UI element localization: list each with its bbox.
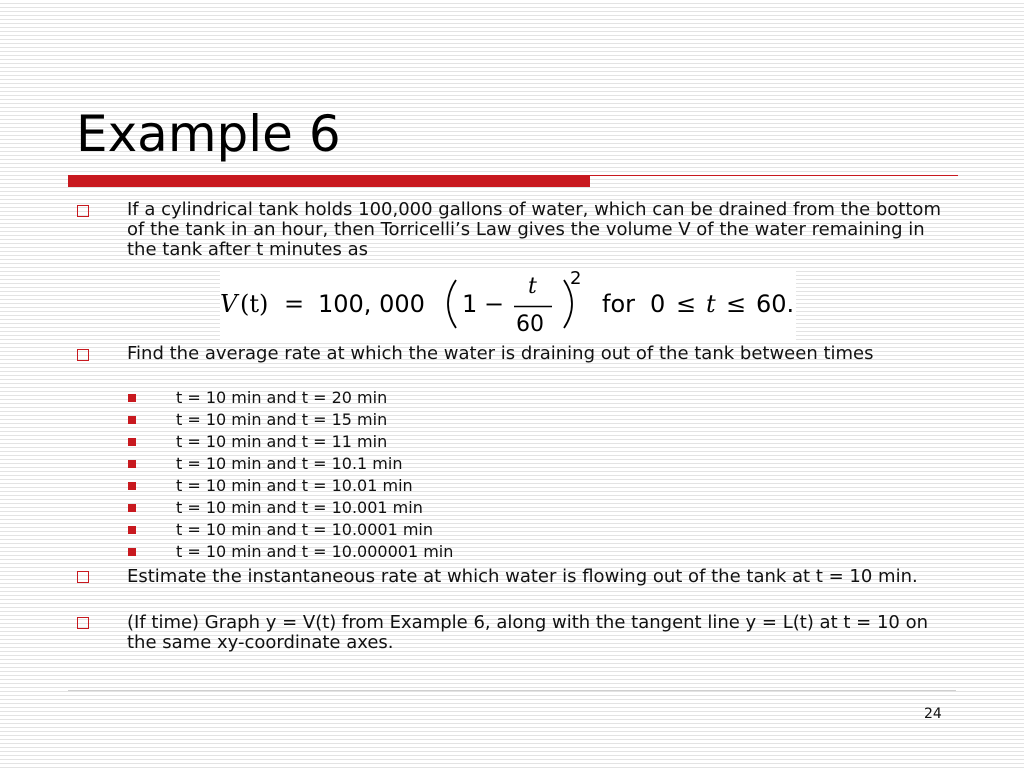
bullet-square-icon: [77, 349, 89, 361]
formula-upper: 60.: [756, 290, 795, 318]
formula-lhs-fn: V: [220, 290, 238, 318]
footer-line: [68, 690, 956, 691]
bullet-text: Estimate the instantaneous rate at which water is flowing out of the tank at t = 10 min.: [127, 566, 918, 587]
bullet-text: Find the average rate at which the water is draining out of the tank between times: [127, 343, 874, 364]
title-rule-thin: [590, 175, 958, 176]
formula-t-var: t: [706, 290, 716, 318]
sub-bullet-icon: [128, 460, 136, 468]
sub-bullet-icon: [128, 526, 136, 534]
formula-constant: 100, 000: [318, 290, 425, 318]
sub-bullet-icon: [128, 504, 136, 512]
sub-bullet-text: t = 10 min and t = 10.001 min: [176, 498, 423, 517]
sub-bullet-text: t = 10 min and t = 15 min: [176, 410, 388, 429]
bullet-square-icon: [77, 617, 89, 629]
formula-one: 1: [462, 290, 478, 318]
title-rule-red: [68, 175, 590, 187]
formula-exponent: 2: [570, 268, 582, 289]
formula-leq-1: ≤: [676, 290, 697, 318]
sub-bullet-icon: [128, 438, 136, 446]
slide-title: Example 6: [76, 105, 341, 163]
sub-bullet-text: t = 10 min and t = 20 min: [176, 388, 388, 407]
formula-lhs-arg: (t): [240, 290, 269, 318]
formula-for-word: for: [602, 290, 635, 318]
bullet-text: (If time) Graph y = V(t) from Example 6, along with the tangent line y = L(t) at t = 10 on the same xy-coordinate axes.: [127, 612, 928, 653]
formula-numerator: t: [528, 274, 537, 299]
bullet-square-icon: [77, 205, 89, 217]
bullet-text: If a cylindrical tank holds 100,000 gallons of water, which can be drained from the bottom of the tank in an hour, then Torricelli’s Law gives the volume V of the water remaining in the tank after t minutes as: [127, 199, 941, 260]
formula-equals: =: [284, 290, 305, 318]
formula-zero: 0: [650, 290, 666, 318]
sub-bullet-text: t = 10 min and t = 10.01 min: [176, 476, 413, 495]
sub-bullet-text: t = 10 min and t = 10.000001 min: [176, 542, 454, 561]
sub-bullet-icon: [128, 394, 136, 402]
page-number: 24: [924, 706, 942, 722]
sub-bullet-text: t = 10 min and t = 11 min: [176, 432, 388, 451]
sub-bullet-text: t = 10 min and t = 10.1 min: [176, 454, 403, 473]
sub-bullet-icon: [128, 548, 136, 556]
sub-bullet-icon: [128, 482, 136, 490]
formula-left-paren: [448, 280, 456, 328]
formula-minus: −: [484, 290, 505, 318]
sub-bullet-text: t = 10 min and t = 10.0001 min: [176, 520, 434, 539]
formula-denominator: 60: [516, 312, 544, 337]
formula-box: [220, 268, 796, 340]
bullet-square-icon: [77, 571, 89, 583]
sub-bullet-icon: [128, 416, 136, 424]
formula-leq-2: ≤: [726, 290, 747, 318]
